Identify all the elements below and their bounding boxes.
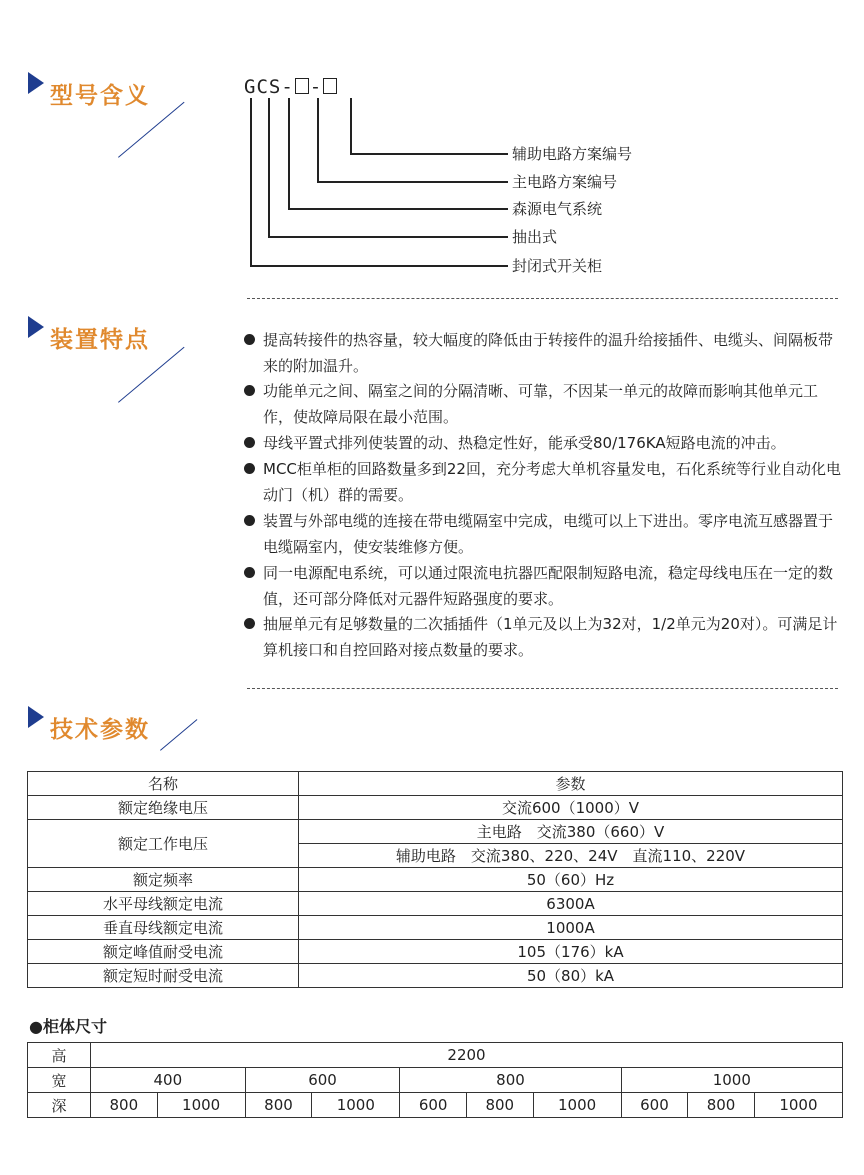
- section-title-features: 装置特点: [50, 327, 150, 353]
- dim-value: 1000: [157, 1093, 245, 1118]
- dim-label: 宽: [28, 1068, 91, 1093]
- tech-params-table: [27, 771, 843, 988]
- leader-line-5: [350, 98, 352, 154]
- table-row: [28, 940, 843, 964]
- param-name: 额定绝缘电压: [28, 796, 299, 820]
- feature-item: 抽屉单元有足够数量的二次插插件（1单元及以上为32对，1/2单元为20对）。可满足计算机接口和自控回路对接点数量的要求。: [244, 611, 844, 663]
- table-header-row: [28, 772, 843, 796]
- legend-withdrawable: 抽出式: [512, 228, 558, 246]
- leader-line-4-h: [317, 181, 508, 183]
- table-row: [28, 1068, 843, 1093]
- dim-value: 1000: [533, 1093, 621, 1118]
- model-code: [244, 76, 338, 98]
- section-slash-decoration: [118, 347, 185, 403]
- dim-value: 600: [400, 1093, 467, 1118]
- table-row: [28, 796, 843, 820]
- leader-line-2: [268, 98, 270, 237]
- table-row: [28, 1093, 843, 1118]
- table-row: [28, 1043, 843, 1068]
- leader-line-2-h: [268, 236, 508, 238]
- bullet-icon: [244, 385, 255, 396]
- param-value: 6300A: [299, 892, 843, 916]
- model-code-box-2: [323, 78, 337, 94]
- param-name: 额定频率: [28, 868, 299, 892]
- legend-system: 森源电气系统: [512, 200, 603, 218]
- feature-item: 提高转接件的热容量，较大幅度的降低由于转接件的温升给接插件、电缆头、间隔板带来的附加温升。: [244, 327, 844, 379]
- param-value: 1000A: [299, 916, 843, 940]
- dim-value: 2200: [91, 1043, 843, 1068]
- dim-value: 600: [621, 1093, 688, 1118]
- dim-value: 800: [245, 1093, 312, 1118]
- bullet-icon: [244, 515, 255, 526]
- param-value: 辅助电路 交流380、220、24V 直流110、220V: [299, 844, 843, 868]
- param-value: 50（60）Hz: [299, 868, 843, 892]
- param-name: 额定峰值耐受电流: [28, 940, 299, 964]
- section-title-tech: 技术参数: [50, 717, 150, 743]
- section-arrow-icon: [28, 706, 44, 728]
- table-row: [28, 892, 843, 916]
- divider-2: [247, 688, 838, 689]
- leader-line-5-h: [350, 153, 508, 155]
- feature-item: 装置与外部电缆的连接在带电缆隔室中完成，电缆可以上下进出。零序电流互感器置于电缆隔室内，使安装维修方便。: [244, 508, 844, 560]
- feature-item: 功能单元之间、隔室之间的分隔清晰、可靠，不因某一单元的故障而影响其他单元工作，使故障局限在最小范围。: [244, 378, 844, 430]
- table-row: [28, 820, 843, 844]
- cabinet-size-title: ●柜体尺寸: [29, 1017, 107, 1036]
- table-row: [28, 916, 843, 940]
- section-arrow-icon: [28, 72, 44, 94]
- param-name: 水平母线额定电流: [28, 892, 299, 916]
- dim-value: 600: [245, 1068, 400, 1093]
- bullet-icon: [244, 618, 255, 629]
- dim-value: 800: [466, 1093, 533, 1118]
- leader-line-4: [317, 98, 319, 182]
- table-row: [28, 964, 843, 988]
- param-value: 主电路 交流380（660）V: [299, 820, 843, 844]
- legend-enclosed-switchgear: 封闭式开关柜: [512, 257, 603, 275]
- section-arrow-icon: [28, 316, 44, 338]
- dim-label: 高: [28, 1043, 91, 1068]
- param-value: 105（176）kA: [299, 940, 843, 964]
- leader-line-3-h: [288, 208, 508, 210]
- feature-item: 母线平置式排列使装置的动、热稳定性好，能承受80/176KA短路电流的冲击。: [244, 430, 844, 456]
- section-slash-decoration: [118, 102, 185, 158]
- model-code-sep: -: [309, 76, 323, 98]
- param-value: 交流600（1000）V: [299, 796, 843, 820]
- param-name: 额定短时耐受电流: [28, 964, 299, 988]
- dim-value: 400: [91, 1068, 246, 1093]
- bullet-icon: [244, 334, 255, 345]
- dim-value: 1000: [754, 1093, 842, 1118]
- leader-line-1: [250, 98, 252, 266]
- model-code-prefix: GCS-: [244, 76, 294, 98]
- cabinet-size-table: [27, 1042, 843, 1118]
- section-slash-decoration: [160, 719, 197, 751]
- legend-main-circuit: 主电路方案编号: [512, 173, 618, 191]
- bullet-icon: ●: [29, 1017, 43, 1036]
- dim-value: 800: [91, 1093, 158, 1118]
- bullet-icon: [244, 463, 255, 474]
- dim-value: 800: [400, 1068, 621, 1093]
- feature-item: MCC柜单柜的回路数量多到22回，充分考虑大单机容量发电，石化系统等行业自动化电动门（机）群的需要。: [244, 456, 844, 508]
- leader-line-3: [288, 98, 290, 209]
- header-params: 参数: [299, 772, 843, 796]
- header-name: 名称: [28, 772, 299, 796]
- param-value: 50（80）kA: [299, 964, 843, 988]
- dim-value: 800: [688, 1093, 755, 1118]
- leader-line-1-h: [250, 265, 508, 267]
- feature-item: 同一电源配电系统，可以通过限流电抗器匹配限制短路电流，稳定母线电压在一定的数值，还可部分降低对元器件短路强度的要求。: [244, 560, 844, 612]
- param-name: 额定工作电压: [28, 820, 299, 868]
- bullet-icon: [244, 437, 255, 448]
- dim-value: 1000: [621, 1068, 842, 1093]
- param-name: 垂直母线额定电流: [28, 916, 299, 940]
- table-row: [28, 868, 843, 892]
- bullet-icon: [244, 567, 255, 578]
- legend-aux-circuit: 辅助电路方案编号: [512, 145, 633, 163]
- divider-1: [247, 298, 838, 299]
- section-title-model: 型号含义: [50, 83, 150, 109]
- dim-label: 深: [28, 1093, 91, 1118]
- dim-value: 1000: [312, 1093, 400, 1118]
- model-code-box-1: [295, 78, 309, 94]
